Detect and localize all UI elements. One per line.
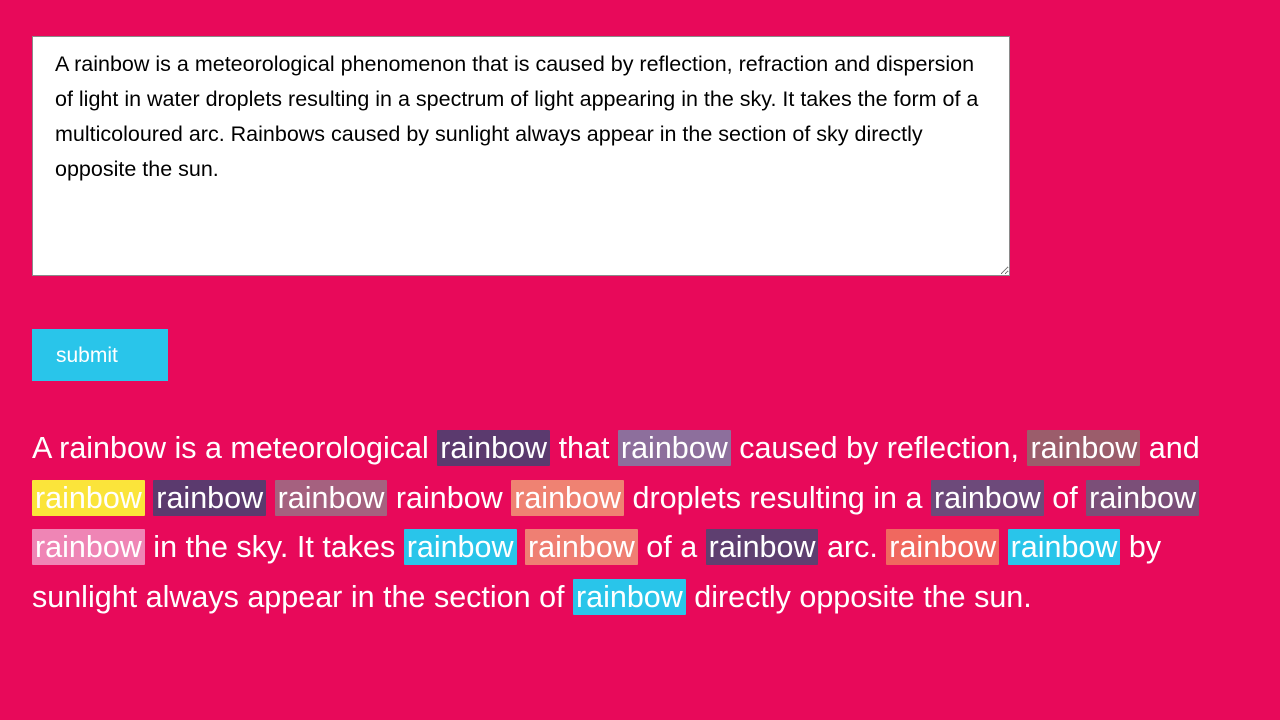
highlighted-token: rainbow: [1027, 430, 1140, 466]
submit-button[interactable]: submit: [32, 329, 168, 381]
highlighted-token: rainbow: [511, 480, 624, 516]
output-token: a: [680, 530, 698, 564]
output-token: sky.: [236, 530, 289, 564]
highlighted-token: rainbow: [931, 480, 1044, 516]
output-token: directly: [694, 579, 791, 614]
output-token: by: [1128, 530, 1162, 564]
output-token: a: [204, 431, 222, 465]
highlighted-token: rainbow: [437, 430, 550, 466]
output-token: reflection,: [886, 431, 1019, 465]
output-token: a: [905, 480, 923, 515]
highlighted-token: rainbow: [1086, 480, 1199, 516]
output-token: takes: [322, 530, 396, 564]
output-token: is: [174, 431, 197, 465]
output-token: by: [846, 431, 879, 465]
highlighted-token: rainbow: [404, 529, 517, 565]
highlighted-token: rainbow: [32, 529, 145, 565]
output-token: meteorological: [230, 431, 429, 465]
highlighted-output: [32, 424, 1248, 622]
output-token: in: [350, 579, 375, 614]
output-token: caused: [739, 431, 838, 465]
output-token: in: [153, 530, 178, 564]
highlighted-token: rainbow: [706, 529, 819, 565]
output-token: of: [539, 579, 565, 614]
output-token: opposite: [799, 579, 915, 614]
output-token: of: [1052, 480, 1078, 515]
output-token: the: [383, 579, 426, 614]
output-token: that: [558, 431, 610, 465]
output-token: droplets: [632, 480, 741, 515]
source-text-input-wrapper: [32, 36, 1010, 276]
output-token: of: [646, 530, 672, 564]
output-token: the: [185, 530, 228, 564]
highlighted-token: rainbow: [1008, 529, 1121, 565]
output-token: sun.: [974, 579, 1032, 614]
output-token: the: [923, 579, 966, 614]
highlighted-token: rainbow: [618, 430, 731, 466]
highlighted-token: rainbow: [275, 480, 388, 516]
highlighted-token: rainbow: [32, 480, 145, 516]
output-token: A: [32, 431, 51, 465]
output-token: section: [433, 579, 531, 614]
output-token: rainbow: [59, 431, 166, 465]
highlighted-token: rainbow: [573, 579, 686, 615]
highlighted-token: rainbow: [886, 529, 999, 565]
output-token: sunlight: [32, 579, 138, 614]
output-token: resulting: [749, 480, 865, 515]
highlighted-token: rainbow: [153, 480, 266, 516]
output-token: arc.: [826, 530, 878, 564]
output-token: and: [1148, 431, 1200, 465]
output-token: rainbow: [395, 480, 503, 515]
highlighted-token: rainbow: [525, 529, 638, 565]
source-text-input[interactable]: [32, 36, 1010, 276]
output-token: appear: [247, 579, 343, 614]
output-token: in: [873, 480, 898, 515]
output-token: always: [145, 579, 239, 614]
output-token: It: [296, 530, 314, 564]
